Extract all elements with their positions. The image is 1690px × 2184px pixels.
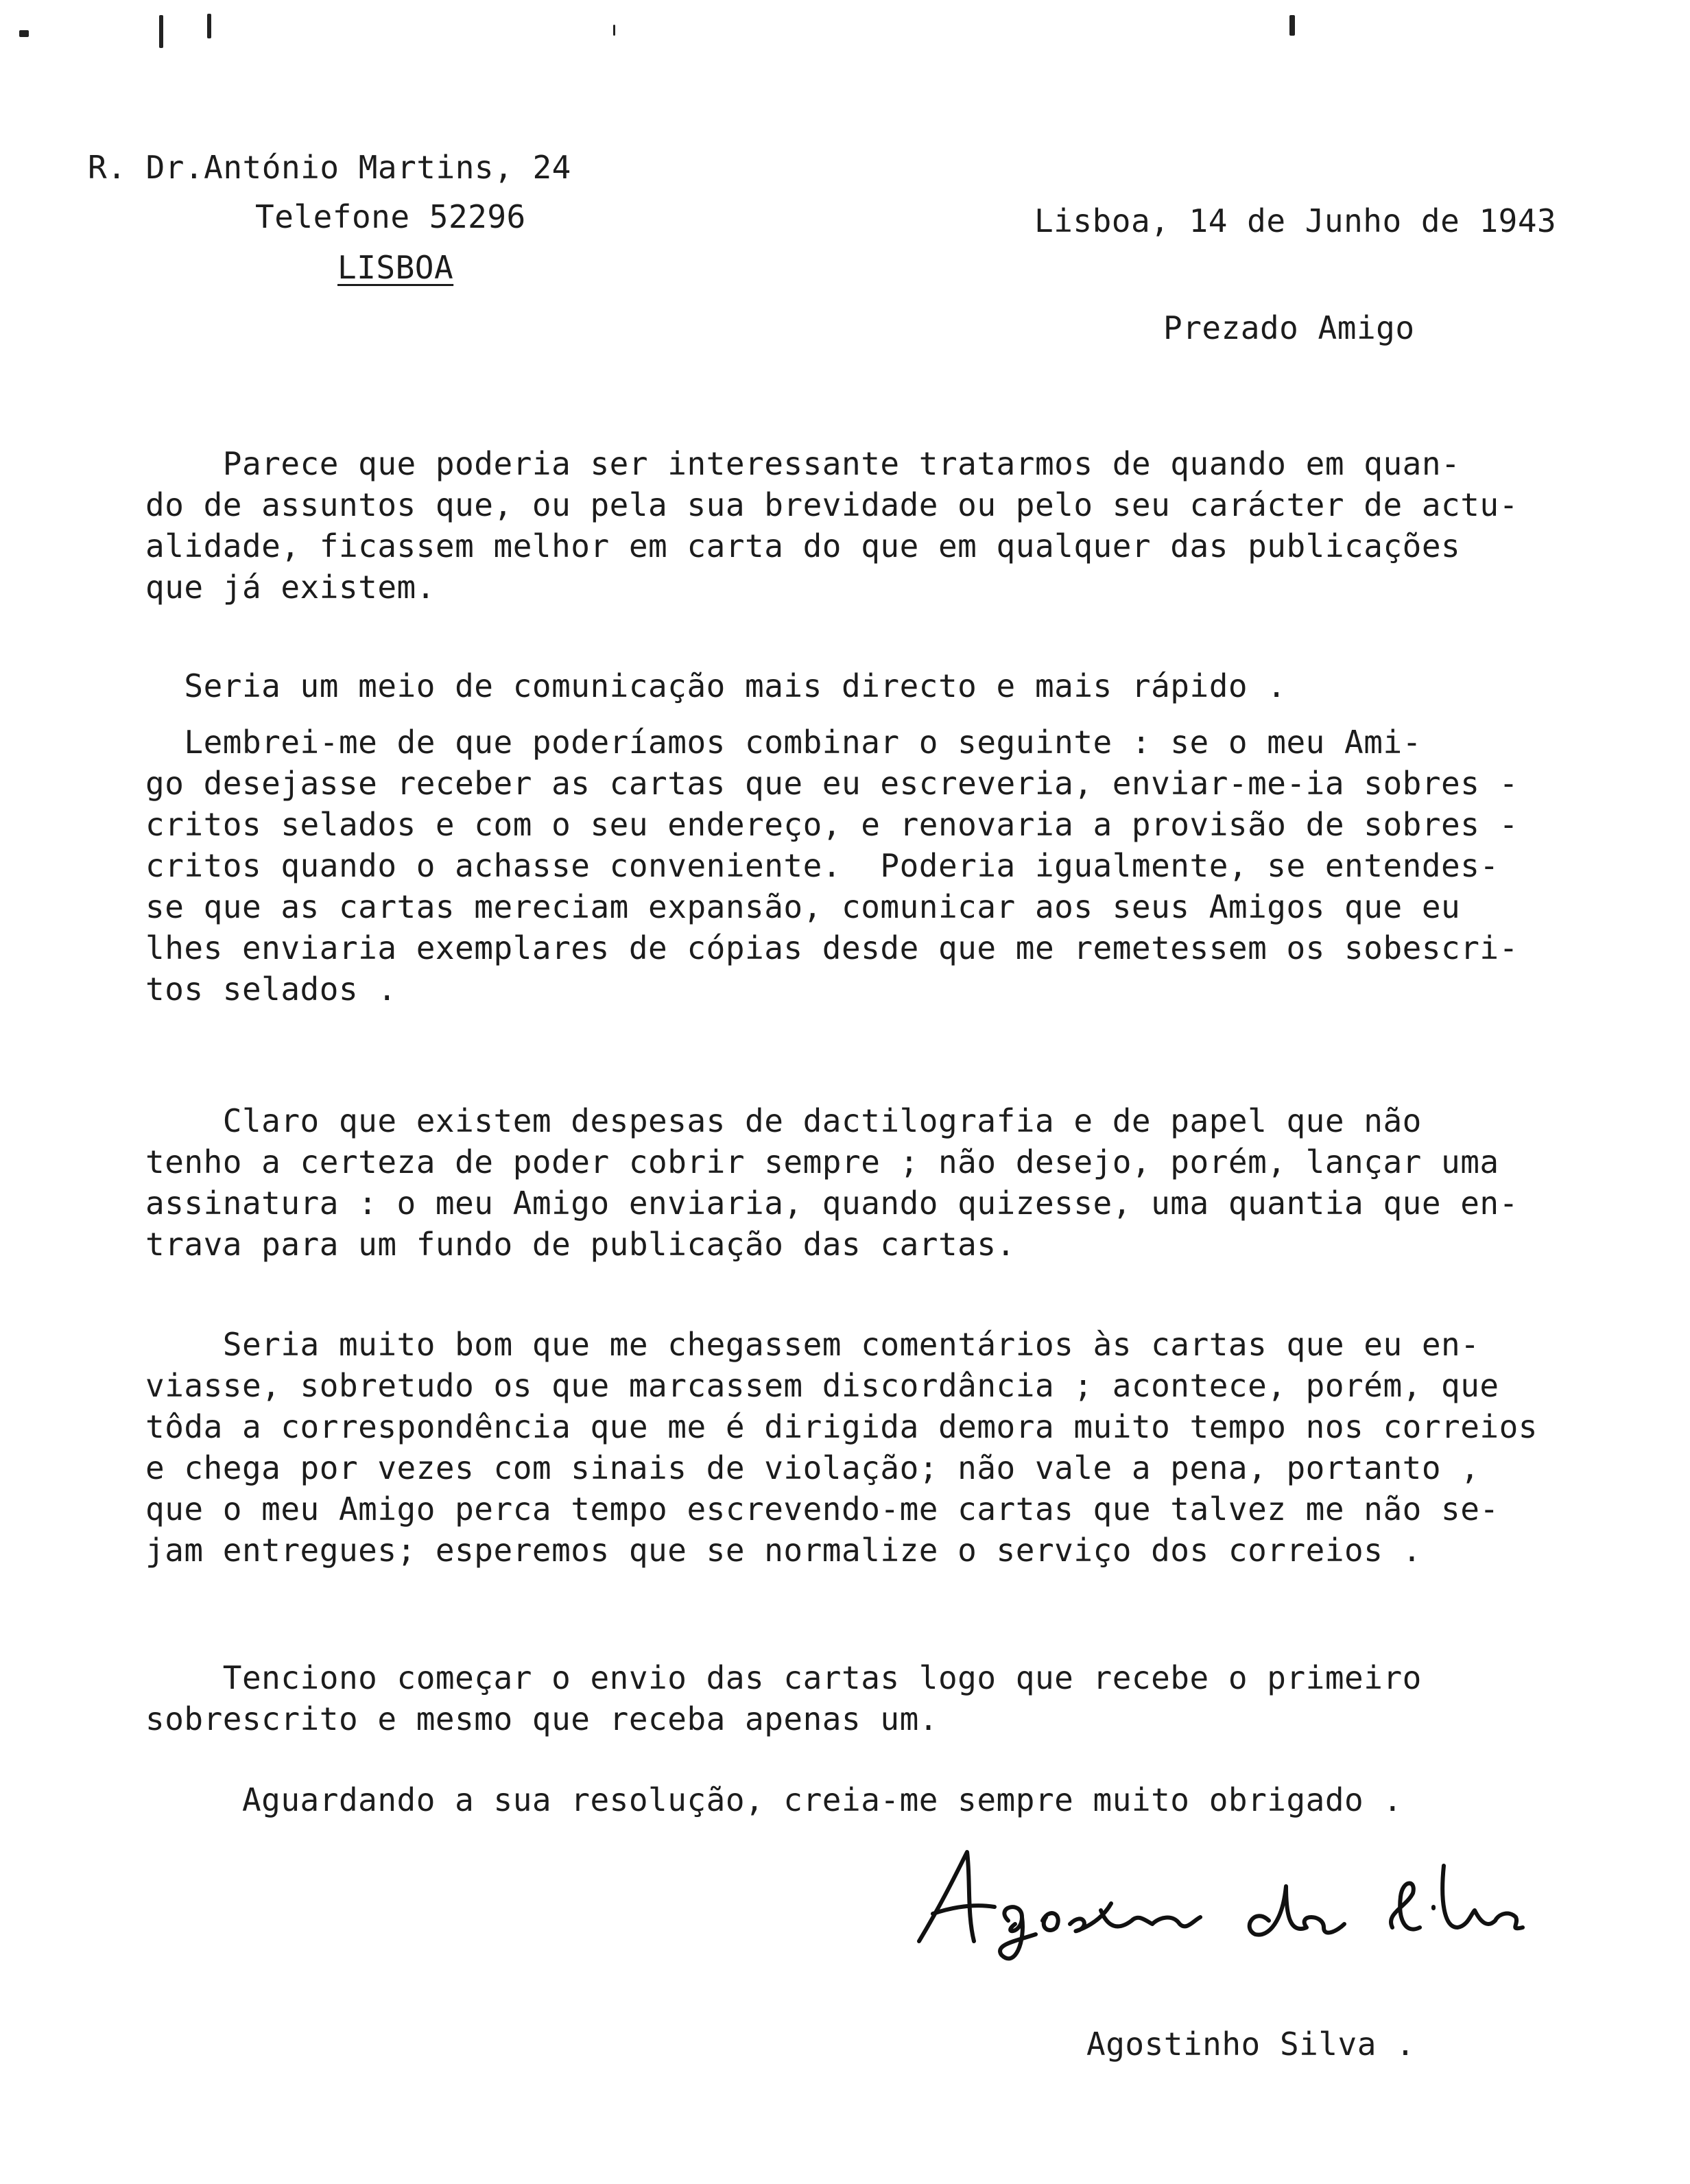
letterhead-street: R. Dr.António Martins, 24 xyxy=(88,149,571,186)
paragraph-line: Seria muito bom que me chegassem comentários às cartas que eu en- xyxy=(145,1326,1480,1363)
body-paragraph xyxy=(145,665,1641,707)
scan-mark xyxy=(613,25,615,36)
paragraph-line: trava para um fundo de publicação das cartas. xyxy=(145,1226,1016,1263)
paragraph-line: critos quando o achasse conveniente. Poderia igualmente, se entendes- xyxy=(145,847,1499,884)
scan-mark xyxy=(19,30,29,37)
paragraph-line: critos selados e com o seu endereço, e renovaria a provisão de sobres - xyxy=(145,806,1519,843)
paragraph-line: sobrescrito e mesmo que receba apenas um. xyxy=(145,1700,938,1737)
paragraph-line: Seria um meio de comunicação mais directo e mais rápido . xyxy=(145,667,1287,704)
paragraph-line: lhes enviaria exemplares de cópias desde que me remetessem os sobescri- xyxy=(145,929,1519,966)
body-paragraph xyxy=(145,722,1641,1010)
paragraph-line: e chega por vezes com sinais de violação; não vale a pena, portanto , xyxy=(145,1449,1480,1486)
letterhead-phone: Telefone 52296 xyxy=(255,198,526,235)
paragraph-line: tos selados . xyxy=(145,971,397,1008)
paragraph-line: viasse, sobretudo os que marcassem discordância ; acontece, porém, que xyxy=(145,1367,1499,1404)
paragraph-line: Tenciono começar o envio das cartas logo que recebe o primeiro xyxy=(145,1659,1422,1696)
paragraph-line: go desejasse receber as cartas que eu escreveria, enviar-me-ia sobres - xyxy=(145,765,1519,802)
paragraph-line: que já existem. xyxy=(145,569,436,606)
paragraph-line: jam entregues; esperemos que se normalize o serviço dos correios . xyxy=(145,1532,1422,1569)
paragraph-line: Lembrei-me de que poderíamos combinar o seguinte : se o meu Ami- xyxy=(145,724,1422,761)
paragraph-line: alidade, ficassem melhor em carta do que em qualquer das publicações xyxy=(145,527,1461,565)
salutation: Prezado Amigo xyxy=(1163,309,1415,346)
handwritten-signature xyxy=(912,1838,1530,1962)
body-paragraph xyxy=(145,1100,1641,1265)
paragraph-line: que o meu Amigo perca tempo escrevendo-me cartas que talvez me não se- xyxy=(145,1491,1499,1528)
paragraph-line: tenho a certeza de poder cobrir sempre ; não desejo, porém, lançar uma xyxy=(145,1143,1499,1180)
paragraph-line: Aguardando a sua resolução, creia-me sempre muito obrigado . xyxy=(145,1781,1403,1818)
body-paragraph xyxy=(145,1657,1641,1740)
scan-mark xyxy=(207,14,211,38)
scan-mark xyxy=(159,15,163,48)
scan-mark xyxy=(1289,15,1295,36)
body-paragraph xyxy=(145,1779,1641,1820)
paragraph-line: tôda a correspondência que me é dirigida demora muito tempo nos correios xyxy=(145,1408,1538,1445)
body-paragraph xyxy=(145,1324,1641,1571)
letter-date: Lisboa, 14 de Junho de 1943 xyxy=(1034,202,1557,239)
paragraph-line: do de assuntos que, ou pela sua brevidade ou pelo seu carácter de actu- xyxy=(145,486,1519,523)
typed-signature: Agostinho Silva . xyxy=(1086,2026,1416,2063)
paragraph-line: Parece que poderia ser interessante tratarmos de quando em quan- xyxy=(145,445,1461,482)
paragraph-line: assinatura : o meu Amigo enviaria, quando quizesse, uma quantia que en- xyxy=(145,1185,1519,1222)
letterhead-city: LISBOA xyxy=(337,249,454,286)
paragraph-line: Claro que existem despesas de dactilografia e de papel que não xyxy=(145,1102,1422,1139)
body-paragraph xyxy=(145,443,1641,608)
paragraph-line: se que as cartas mereciam expansão, comunicar aos seus Amigos que eu xyxy=(145,888,1461,925)
